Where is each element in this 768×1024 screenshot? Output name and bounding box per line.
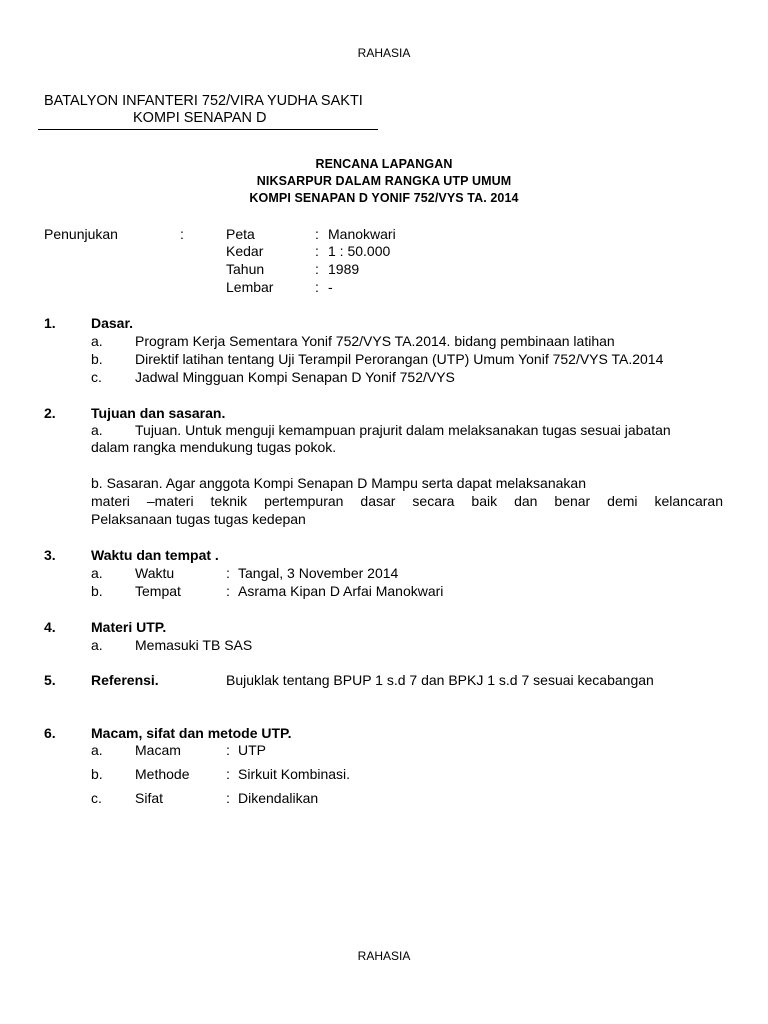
section-2-number: 2. bbox=[44, 405, 56, 421]
section-6-item-b-value: Sirkuit Kombinasi. bbox=[238, 766, 351, 782]
doc-title-1: RENCANA LAPANGAN bbox=[315, 157, 453, 171]
section-6-item-b-key: Methode bbox=[135, 766, 190, 782]
kedar-key: Kedar bbox=[226, 243, 264, 259]
peta-key: Peta bbox=[226, 226, 255, 242]
lembar-key: Lembar bbox=[226, 279, 274, 295]
section-1-item-c: Jadwal Mingguan Kompi Senapan D Yonif 752/VYS bbox=[135, 369, 455, 385]
lembar-value: - bbox=[328, 279, 333, 295]
doc-title-3: KOMPI SENAPAN D YONIF 752/VYS TA. 2014 bbox=[249, 191, 519, 205]
section-3-item-a-key: Waktu bbox=[135, 565, 175, 581]
section-3-heading: Waktu dan tempat . bbox=[91, 547, 219, 563]
section-4-number: 4. bbox=[44, 619, 56, 635]
tahun-key: Tahun bbox=[226, 261, 265, 277]
unit-company: KOMPI SENAPAN D bbox=[133, 110, 267, 126]
section-2-item-b-line2: materi –materi teknik pertempuran dasar secara baik dan benar demi kelancaran bbox=[91, 493, 723, 509]
peta-value: Manokwari bbox=[328, 226, 396, 242]
section-3-item-a-value: Tangal, 3 November 2014 bbox=[238, 565, 399, 581]
section-6-item-a-sep: : bbox=[226, 742, 230, 758]
section-6-item-a-key: Macam bbox=[135, 742, 181, 758]
peta-sep: : bbox=[315, 226, 319, 242]
section-3-item-a-letter: a. bbox=[91, 565, 103, 581]
section-1-item-a-letter: a. bbox=[91, 333, 103, 349]
section-4-item-a-letter: a. bbox=[91, 637, 103, 653]
section-3-number: 3. bbox=[44, 547, 56, 563]
section-6-number: 6. bbox=[44, 725, 56, 741]
section-1-item-a: Program Kerja Sementara Yonif 752/VYS TA.2014. bidang pembinaan latihan bbox=[135, 333, 615, 349]
section-1-number: 1. bbox=[44, 315, 56, 331]
section-2-item-a-letter: a. bbox=[91, 422, 103, 438]
classification-bottom: RAHASIA bbox=[357, 949, 411, 963]
section-6-item-c-letter: c. bbox=[91, 790, 102, 806]
section-3-item-b-key: Tempat bbox=[135, 583, 181, 599]
section-3-item-b-value: Asrama Kipan D Arfai Manokwari bbox=[238, 583, 444, 599]
kedar-sep: : bbox=[315, 243, 319, 259]
penunjukan-label: Penunjukan bbox=[44, 226, 118, 242]
section-3-item-b-letter: b. bbox=[91, 583, 103, 599]
section-2-item-b-line3: Pelaksanaan tugas tugas kedepan bbox=[91, 511, 306, 527]
section-2-item-a-line1: Tujuan. Untuk menguji kemampuan prajurit dalam melaksanakan tugas sesuai jabatan bbox=[135, 422, 671, 438]
section-2-heading: Tujuan dan sasaran. bbox=[91, 405, 226, 421]
section-6-heading: Macam, sifat dan metode UTP. bbox=[91, 725, 292, 741]
section-6-item-b-sep: : bbox=[226, 766, 230, 782]
section-1-item-b-letter: b. bbox=[91, 351, 103, 367]
section-6-item-a-letter: a. bbox=[91, 742, 103, 758]
section-4-heading: Materi UTP. bbox=[91, 619, 167, 635]
lembar-sep: : bbox=[315, 279, 319, 295]
tahun-value: 1989 bbox=[328, 261, 360, 277]
section-1-item-b: Direktif latihan tentang Uji Terampil Perorangan (UTP) Umum Yonif 752/VYS TA.2014 bbox=[135, 351, 664, 367]
kedar-value: 1 : 50.000 bbox=[328, 243, 391, 259]
section-5-text: Bujuklak tentang BPUP 1 s.d 7 dan BPKJ 1 s.d 7 sesuai kecabangan bbox=[226, 672, 654, 688]
classification-top: RAHASIA bbox=[357, 46, 411, 60]
section-3-item-b-sep: : bbox=[226, 583, 230, 599]
section-6-item-b-letter: b. bbox=[91, 766, 103, 782]
section-1-item-c-letter: c. bbox=[91, 369, 102, 385]
section-4-item-a: Memasuki TB SAS bbox=[135, 637, 253, 653]
doc-title-2: NIKSARPUR DALAM RANGKA UTP UMUM bbox=[256, 174, 512, 188]
section-1-heading: Dasar. bbox=[91, 315, 134, 331]
section-6-item-c-value: Dikendalikan bbox=[238, 790, 319, 806]
section-5-heading: Referensi. bbox=[91, 672, 159, 688]
section-6-item-c-key: Sifat bbox=[135, 790, 164, 806]
tahun-sep: : bbox=[315, 261, 319, 277]
header-underline bbox=[38, 129, 378, 130]
section-6-item-a-value: UTP bbox=[238, 742, 266, 758]
section-6-item-c-sep: : bbox=[226, 790, 230, 806]
section-2-item-a-line2: dalam rangka mendukung tugas pokok. bbox=[91, 439, 337, 455]
unit-name: BATALYON INFANTERI 752/VIRA YUDHA SAKTI bbox=[44, 93, 363, 109]
section-2-item-b-line1: b. Sasaran. Agar anggota Kompi Senapan D Mampu serta dapat melaksanakan bbox=[91, 475, 586, 491]
section-3-item-a-sep: : bbox=[226, 565, 230, 581]
penunjukan-colon: : bbox=[180, 226, 184, 242]
section-5-number: 5. bbox=[44, 672, 56, 688]
